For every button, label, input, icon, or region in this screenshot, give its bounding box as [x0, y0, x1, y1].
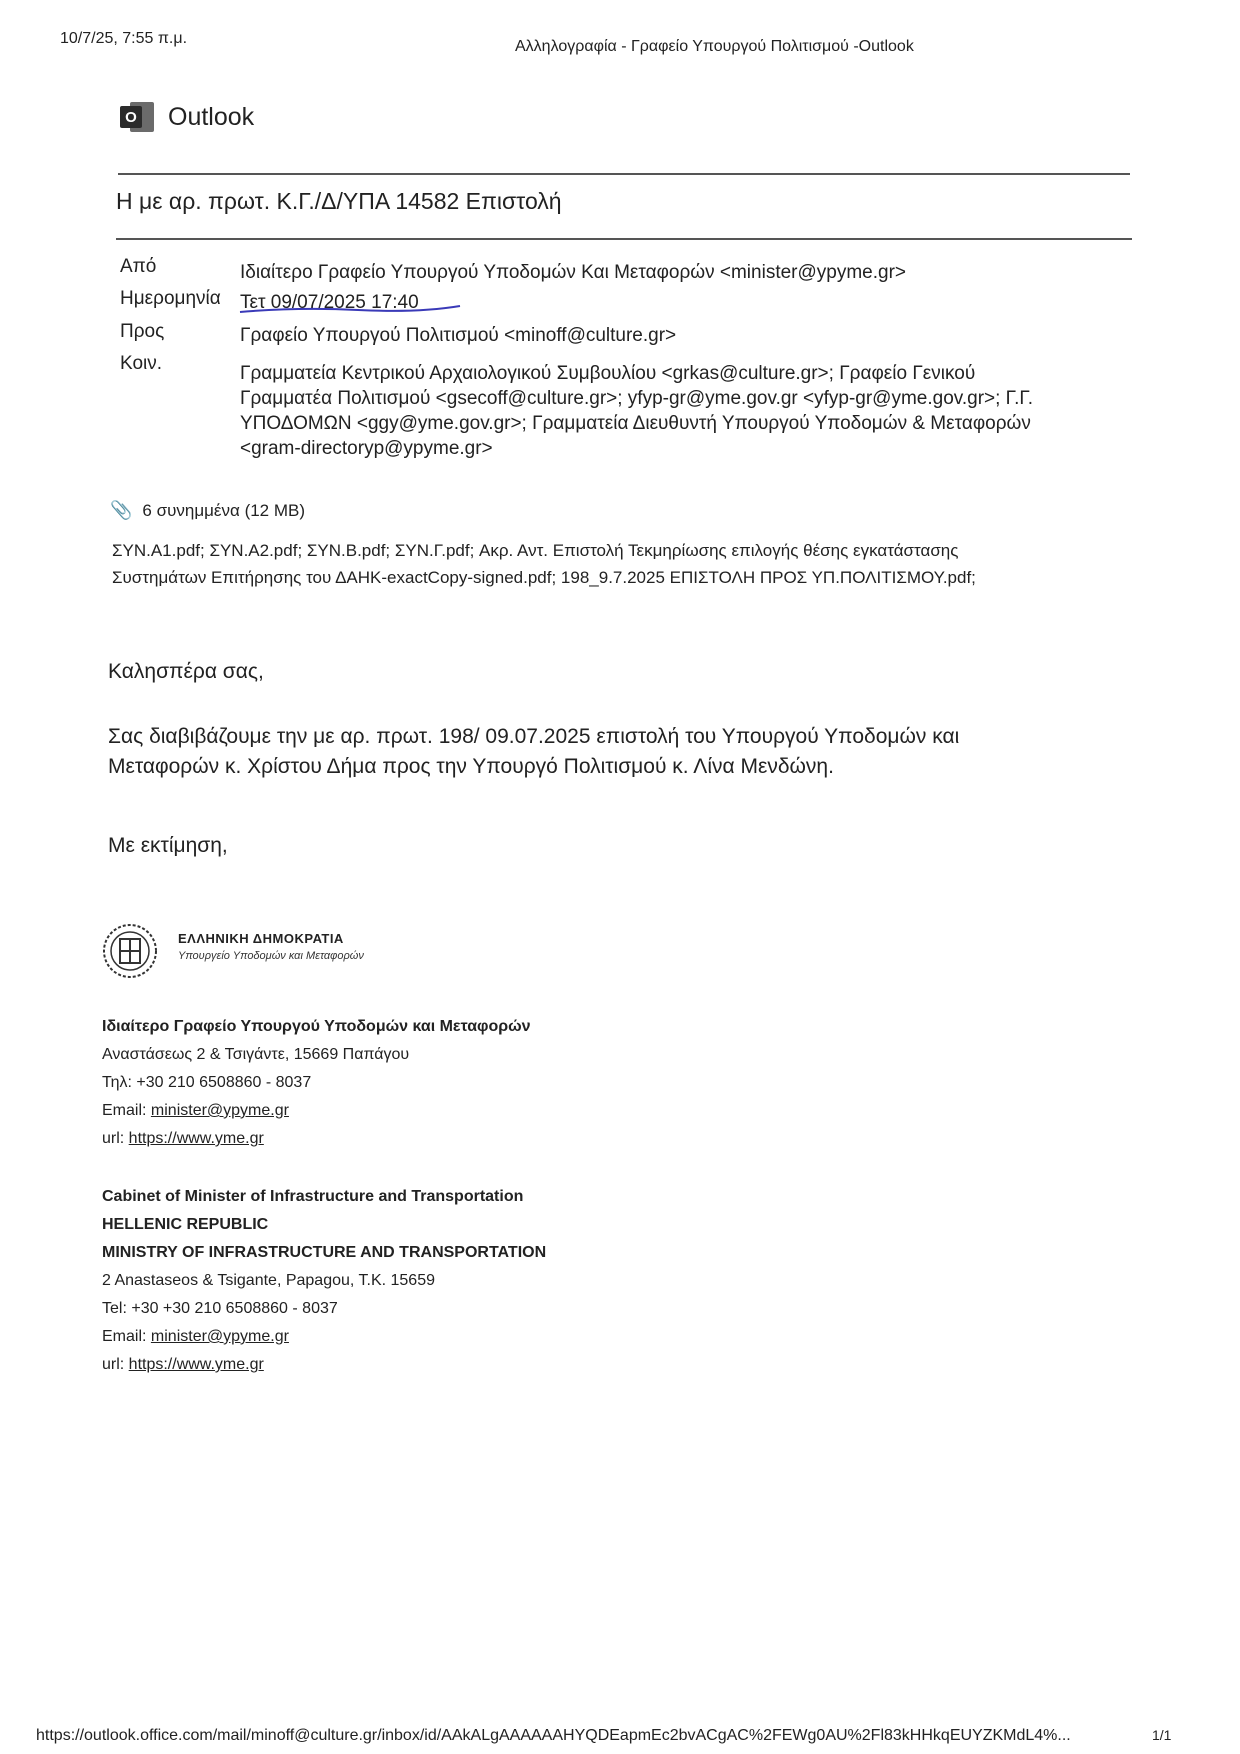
attachments-list[interactable] [112, 537, 1052, 591]
app-name: Outlook [168, 102, 255, 131]
sig-en-address: 2 Anastaseos & Tsigante, Papagou, T.K. 15659 [102, 1272, 435, 1289]
to-label: Προς [120, 321, 165, 342]
to-value[interactable]: Γραφείο Υπουργού Πολιτισμού <minoff@culture.gr> [240, 325, 677, 346]
sig-gr-phone: Τηλ: +30 210 6508860 - 8037 [102, 1074, 312, 1091]
paperclip-icon: 📎 [110, 500, 133, 520]
closing: Με εκτίμηση, [108, 834, 228, 857]
print-datetime: 10/7/25, 7:55 π.μ. [60, 30, 188, 47]
outlook-icon [120, 100, 154, 134]
cc-line: Γραμματέα Πολιτισμού <gsecoff@culture.gr>; yfyp-gr@yme.gov.gr <yfyp-gr@yme.gov.gr>; Γ.Γ. [240, 388, 1033, 409]
sig-en-phone: Tel: +30 +30 210 6508860 - 8037 [102, 1300, 338, 1317]
sig-gr-address: Αναστάσεως 2 & Τσιγάντε, 15669 Παπάγου [102, 1046, 410, 1063]
date-label: Ημερομηνία [120, 288, 221, 309]
cc-value[interactable] [240, 361, 1120, 461]
cc-line: <gram-directoryp@ypyme.gr> [240, 438, 493, 459]
pen-underline-mark [238, 303, 462, 315]
sig-gr-email-row [102, 1102, 289, 1120]
seal-subtitle: Υπουργείο Υποδομών και Μεταφορών [178, 950, 364, 962]
from-label: Από [120, 256, 157, 277]
date-value: Τετ 09/07/2025 17:40 [240, 292, 419, 313]
body-paragraph [108, 722, 1108, 782]
attachments-count: 6 συνημμένα (12 MB) [142, 500, 306, 520]
body-line: Σας διαβιβάζουμε την με αρ. πρωτ. 198/ 09.07.2025 επιστολή του Υπουργού Υποδομών και [108, 725, 960, 748]
sig-en-ministry: MINISTRY OF INFRASTRUCTURE AND TRANSPORTATION [102, 1244, 547, 1261]
sig-en-url-link[interactable]: https://www.yme.gr [128, 1356, 264, 1373]
sig-en-office: Cabinet of Minister of Infrastructure and Transportation [102, 1188, 524, 1205]
sig-gr-email-link[interactable]: minister@ypyme.gr [150, 1102, 289, 1119]
body-line: Μεταφορών κ. Χρίστου Δήμα προς την Υπουργό Πολιτισμού κ. Λίνα Μενδώνη. [108, 755, 834, 778]
sig-en-email-link[interactable]: minister@ypyme.gr [150, 1328, 289, 1345]
from-value[interactable]: Ιδιαίτερο Γραφείο Υπουργού Υποδομών Και Μεταφορών <minister@ypyme.gr> [240, 262, 907, 283]
greeting: Καλησπέρα σας, [108, 660, 264, 683]
sig-en-url-row [102, 1356, 264, 1374]
cc-line: ΥΠΟΔΟΜΩΝ <ggy@yme.gov.gr>; Γραμματεία Διευθυντή Υπουργού Υποδομών & Μεταφορών [240, 413, 1031, 434]
sig-gr-url-row [102, 1130, 264, 1148]
print-page-number: 1/1 [1152, 1727, 1172, 1743]
attachments-line: ΣΥΝ.Α1.pdf; ΣΥΝ.Α2.pdf; ΣΥΝ.Β.pdf; ΣΥΝ.Γ.pdf; Ακρ. Αντ. Επιστολή Τεκμηρίωσης επιλογής θέσης εγκατάστασης [112, 541, 959, 560]
email-subject: Η με αρ. πρωτ. Κ.Γ./Δ/ΥΠΑ 14582 Επιστολή [116, 188, 562, 214]
divider-subject [116, 238, 1132, 240]
sig-en-email-row [102, 1328, 289, 1346]
outlook-icon-letter: O [120, 106, 142, 128]
hellenic-republic-seal-icon [102, 923, 158, 979]
sig-gr-url-link[interactable]: https://www.yme.gr [128, 1130, 264, 1147]
print-footer-url: https://outlook.office.com/mail/minoff@culture.gr/inbox/id/AAkALgAAAAAAHYQDEapmEc2bvACgAC%2FEWg0AU%2Fl83kHHkqEUYZKMdL4%... [36, 1727, 1071, 1744]
sig-gr-email-label: Email: [102, 1102, 151, 1119]
divider-top [118, 173, 1130, 175]
outlook-logo [120, 100, 254, 134]
attachments-line: Συστημάτων Επιτήρησης του ΔΑΗΚ-exactCopy-signed.pdf; 198_9.7.2025 ΕΠΙΣΤΟΛΗ ΠΡΟΣ ΥΠ.ΠΟΛΙΤΙΣΜΟΥ.pdf; [112, 568, 976, 587]
cc-label: Κοιν. [120, 353, 163, 374]
seal-title: ΕΛΛΗΝΙΚΗ ΔΗΜΟΚΡΑΤΙΑ [178, 931, 344, 946]
attachments-summary[interactable] [110, 500, 305, 521]
print-page-title: Αλληλογραφία - Γραφείο Υπουργού Πολιτισμού -Outlook [515, 38, 914, 55]
sig-en-republic: HELLENIC REPUBLIC [102, 1216, 269, 1233]
cc-line: Γραμματεία Κεντρικού Αρχαιολογικού Συμβουλίου <grkas@culture.gr>; Γραφείο Γενικού [240, 363, 976, 384]
sig-en-url-label: url: [102, 1356, 129, 1373]
sig-gr-url-label: url: [102, 1130, 129, 1147]
sig-gr-office: Ιδιαίτερο Γραφείο Υπουργού Υποδομών και Μεταφορών [102, 1018, 531, 1035]
sig-en-email-label: Email: [102, 1328, 151, 1345]
